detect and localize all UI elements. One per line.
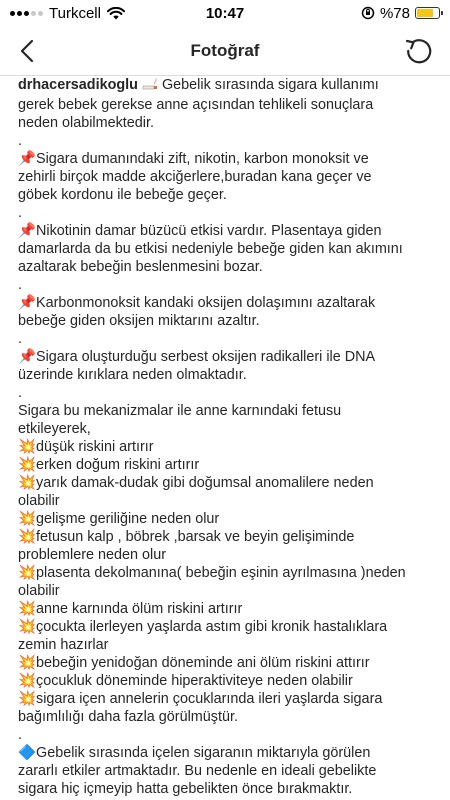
collision-icon: 💥: [18, 511, 36, 527]
caption-line: sigara hiç içmeyip hatta gebelikten önce bırakmaktır.: [18, 781, 353, 797]
collision-icon: 💥: [18, 529, 36, 545]
collision-icon: 💥: [18, 673, 36, 689]
wifi-icon: [107, 7, 125, 20]
nav-bar: [0, 26, 450, 76]
caption-line: 📌Sigara dumanındaki zift, nikotin, karbon monoksit ve: [18, 151, 369, 167]
caption-line: bebeğe giden oksijen miktarını azaltır.: [18, 313, 260, 329]
collision-icon: 💥: [18, 457, 36, 473]
caption-line: 💥çocukluk döneminde hiperaktiviteye neden olabilir: [18, 673, 353, 689]
post-caption-area: [0, 76, 450, 800]
caption-line: 💥çocukta ilerleyen yaşlarda astım gibi kronik hastalıklara: [18, 619, 388, 635]
caption-dot: .: [18, 385, 22, 401]
collision-icon: 💥: [18, 619, 36, 635]
caption-line: 💥fetusun kalp , böbrek ,barsak ve beyin gelişiminde: [18, 529, 355, 545]
caption-line: gerek bebek gerekse anne açısından tehlikeli sonuçlara: [18, 97, 374, 113]
caption-line: 💥sigara içen annelerin çocuklarında ileri yaşlarda sigara: [18, 691, 383, 707]
status-left: [10, 5, 125, 22]
caption-dot: .: [18, 205, 22, 221]
orientation-lock-icon: [361, 6, 375, 20]
caption-line: olabilir: [18, 493, 60, 509]
carrier-name: Turkcell: [49, 4, 101, 22]
collision-icon: 💥: [18, 439, 36, 455]
caption-line: bağımlılığı daha fazla görülmüştür.: [18, 709, 238, 725]
caption-dot: .: [18, 133, 22, 149]
no-smoking-icon: [142, 77, 158, 96]
caption-line: 💥plasenta dekolmanına( bebeğin eşinin ayrılmasına )neden: [18, 565, 406, 581]
caption-line: 🔷Gebelik sırasında içelen sigaranın miktarıyla görülen: [18, 745, 371, 761]
caption-line: neden olabilmektedir.: [18, 115, 155, 131]
caption-line: damarlarda da bu etkisi nedeniyle bebeğe giden kan akımını: [18, 241, 403, 257]
battery-fill: [417, 9, 433, 17]
battery-percent: %78: [379, 4, 410, 22]
caption-line: 💥bebeğin yenidoğan döneminde ani ölüm riskini attırır: [18, 655, 370, 671]
caption-line: 💥erken doğum riskini artırır: [18, 457, 200, 473]
refresh-button[interactable]: [402, 34, 436, 68]
pushpin-icon: 📌: [18, 349, 36, 365]
collision-icon: 💥: [18, 475, 36, 491]
pushpin-icon: 📌: [18, 223, 36, 239]
caption-line: 💥anne karnında ölüm riskini artırır: [18, 601, 243, 617]
caption-line: 💥yarık damak-dudak gibi doğumsal anomalilere neden: [18, 475, 374, 491]
page-title: Fotoğraf: [190, 40, 260, 60]
caption-dot: .: [18, 277, 22, 293]
caption-line: 💥düşük riskini artırır: [18, 439, 154, 455]
caption-line: göbek kordonu ile bebeğe geçer.: [18, 187, 227, 203]
status-right: [361, 5, 440, 22]
pushpin-icon: 📌: [18, 151, 36, 167]
collision-icon: 💥: [18, 691, 36, 707]
caption-line: 📌Sigara oluşturduğu serbest oksijen radikalleri ile DNA: [18, 349, 376, 365]
caption-line: 📌Karbonmonoksit kandaki oksijen dolaşımını azaltarak: [18, 295, 376, 311]
battery-icon: [415, 7, 440, 19]
status-bar: [0, 0, 450, 26]
caption-line: zemin hazırlar: [18, 637, 109, 653]
collision-icon: 💥: [18, 601, 36, 617]
caption-line: olabilir: [18, 583, 60, 599]
caption-line: üzerinde kırıklara neden olmaktadır.: [18, 367, 247, 383]
caption-line: drhacersadikoglu Gebelik sırasında sigara kullanımı: [18, 76, 432, 96]
collision-icon: 💥: [18, 655, 36, 671]
caption-dot: .: [18, 331, 22, 347]
blue-diamond-icon: 🔷: [18, 745, 36, 761]
caption-line: Sigara bu mekanizmalar ile anne karnındaki fetusu: [18, 403, 342, 419]
caption-line: zehirli birçok madde akciğerlere,buradan kana geçer ve: [18, 169, 372, 185]
clock: 10:47: [205, 4, 245, 22]
username-link[interactable]: drhacersadikoglu: [18, 77, 138, 93]
caption-line: 💥gelişme geriliğine neden olur: [18, 511, 220, 527]
refresh-icon: [404, 36, 434, 66]
signal-strength-icon: [10, 11, 43, 16]
pushpin-icon: 📌: [18, 295, 36, 311]
collision-icon: 💥: [18, 565, 36, 581]
caption-line: problemlere neden olur: [18, 547, 166, 563]
caption-line: etkileyerek,: [18, 421, 91, 437]
caption-dot: .: [18, 727, 22, 743]
caption-line: zararlı etkiler artmaktadır. Bu nedenle en ideali gebelikte: [18, 763, 377, 779]
caption-text: [18, 76, 432, 798]
caption-line: azaltarak bebeğin beslenmesini bozar.: [18, 259, 263, 275]
caption-line: 📌Nikotinin damar büzücü etkisi vardır. Plasentaya giden: [18, 223, 382, 239]
back-button[interactable]: [12, 36, 42, 66]
chevron-left-icon: [20, 39, 34, 63]
